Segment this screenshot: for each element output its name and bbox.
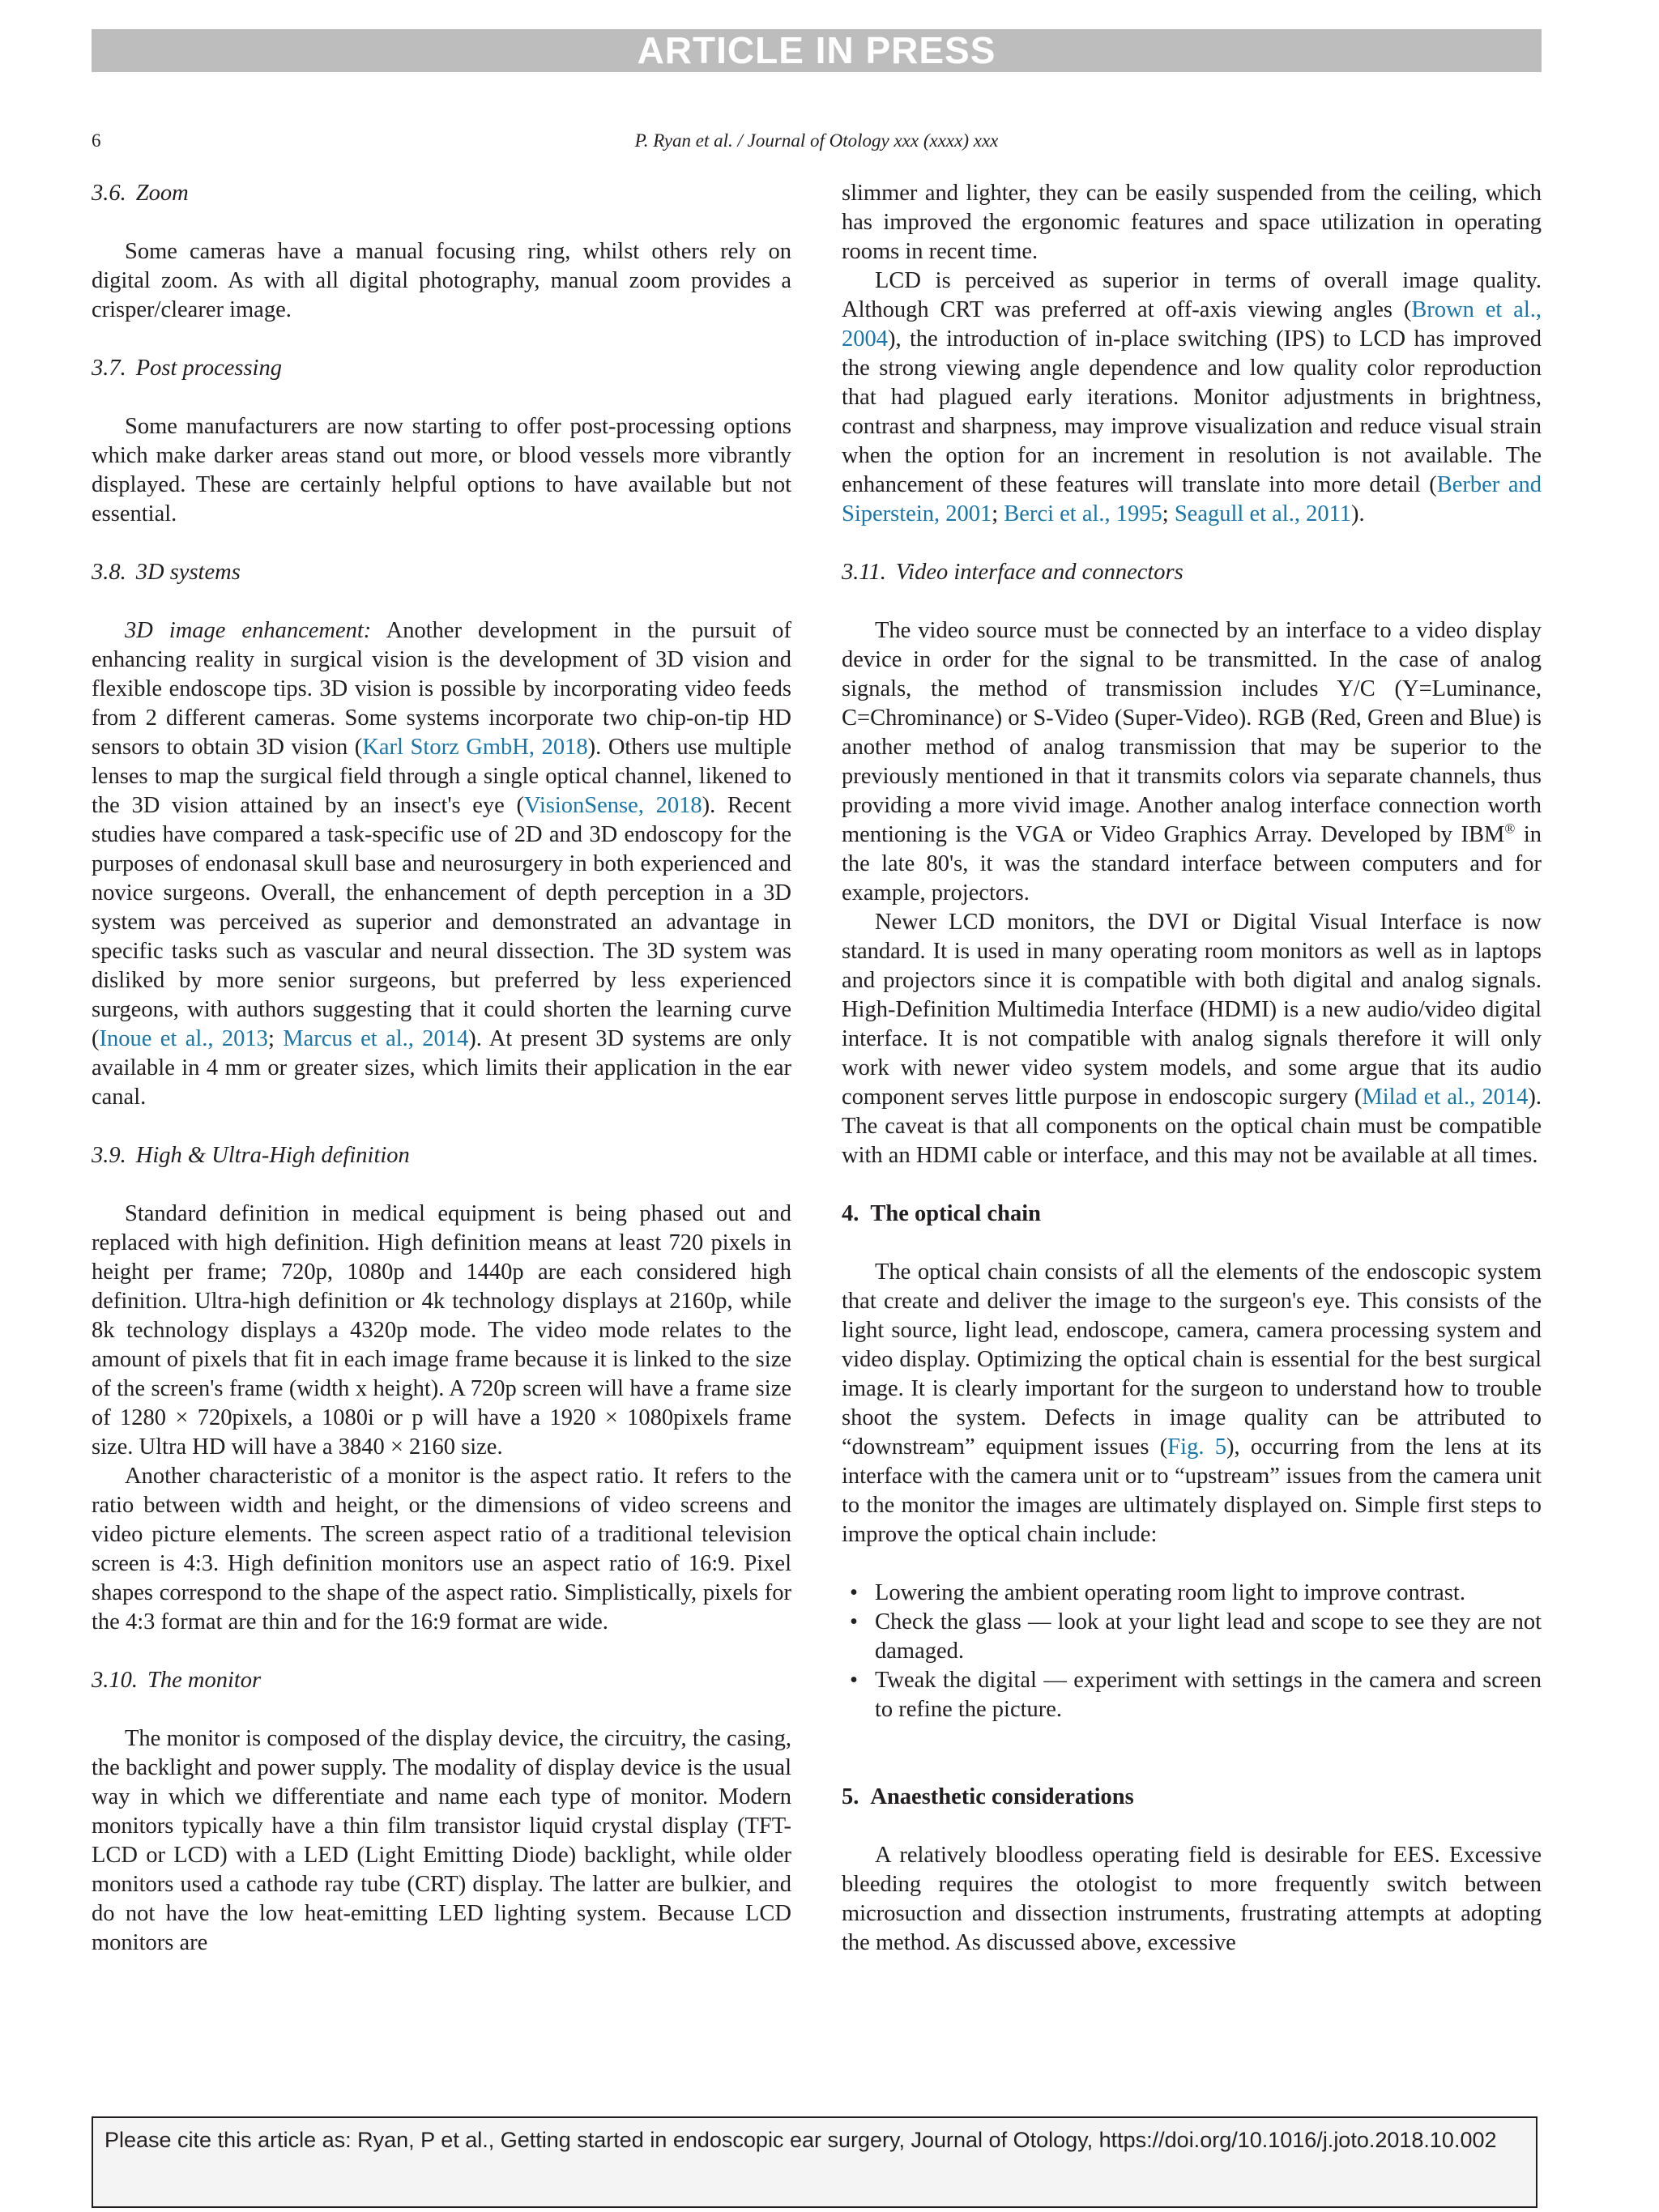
page-number: 6 xyxy=(92,130,101,151)
right-column xyxy=(842,179,1542,1958)
paragraph-high-definition: Standard definition in medical equipment is being phased out and replaced with high definition. High definition means at least 720 pixels in height per frame; 720p, 1080p and 1440p are each considered high definition. Ultra-high definition or 4k technology displays at 2160p, while 8k technology displays a 4320p mode. The video mode relates to the amount of pixels that fit in each image frame because it is linked to the size of the screen's frame (width x height). A 720p screen will have a frame size of 1280 × 720pixels, a 1080i or p will have a 1920 × 1080pixels frame size. Ultra HD will have a 3840 × 2160 size. xyxy=(92,1201,791,1460)
reference-link-milad[interactable]: Milad et al., 2014 xyxy=(1362,1085,1529,1110)
reference-link-seagull[interactable]: Seagull et al., 2011 xyxy=(1174,501,1352,526)
paragraph-post-processing: Some manufacturers are now starting to offer post-processing options which make darker areas stand out more, or blood vessels more vibrantly displayed. These are certainly helpful options to have available but not essential. xyxy=(92,414,791,526)
figure-link-fig5[interactable]: Fig. 5 xyxy=(1167,1434,1226,1460)
paragraph-monitor-continued: slimmer and lighter, they can be easily suspended from the ceiling, which has improved the ergonomic features and space utilization in operating rooms in recent time. xyxy=(842,181,1542,264)
paragraph-lcd: LCD is perceived as superior in terms of overall image quality. Although CRT was preferred at off-axis viewing angles (Brown et al., 2004), the introduction of in-place switching (IPS) to LCD has improved the strong viewing angle dependence and low quality color reproduction that had plagued early iterations. Monitor adjustments in brightness, contrast and sharpness, may improve visualization and reduce visual strain when the option for an increment in resolution is not available. The enhancement of these features will translate into more detail (Berber and Siperstein, 2001; Berci et al., 1995; Seagull et al., 2011). xyxy=(842,268,1542,526)
bullet-icon: • xyxy=(850,1668,858,1693)
paragraph-anaesthetic: A relatively bloodless operating field is desirable for EES. Excessive bleeding requires the otologist to more frequently switch between microsuction and dissection instruments, frustrating attempts at adopting the method. As discussed above, excessive xyxy=(842,1843,1542,1955)
paragraph-optical-chain: The optical chain consists of all the elements of the endoscopic system that create and deliver the image to the surgeon's eye. This consists of the light source, light lead, endoscope, camera, camera processing system and video display. Optimizing the optical chain is essential for the best surgical image. It is clearly important for the surgeon to understand how to trouble shoot the system. Defects in image quality can be attributed to “downstream” equipment issues (Fig. 5), occurring from the lens at its interface with the camera unit or to “upstream” issues from the camera unit to the monitor the images are ultimately displayed on. Simple first steps to improve the optical chain include: xyxy=(842,1259,1542,1547)
paragraph-zoom: Some cameras have a manual focusing ring, whilst others rely on digital zoom. As with all digital photography, manual zoom provides a crisper/clearer image. xyxy=(92,239,791,322)
reference-link-karl-storz[interactable]: Karl Storz GmbH, 2018 xyxy=(362,735,588,760)
section-heading-post-processing: 3.7. Post processing xyxy=(92,356,282,381)
bullet-icon: • xyxy=(850,1580,858,1605)
optical-chain-bullet-list xyxy=(842,1579,1542,1724)
section-heading-optical-chain: 4. The optical chain xyxy=(842,1201,1041,1226)
reference-link-marcus[interactable]: Marcus et al., 2014 xyxy=(283,1026,469,1051)
list-item: • Tweak the digital — experiment with settings in the camera and screen to refine the picture. xyxy=(850,1668,1542,1722)
article-in-press-banner: ARTICLE IN PRESS xyxy=(92,29,1542,72)
bullet-icon: • xyxy=(850,1609,858,1634)
section-heading-anaesthetic: 5. Anaesthetic considerations xyxy=(842,1784,1134,1809)
reference-link-visionsense[interactable]: VisionSense, 2018 xyxy=(524,793,702,818)
reference-link-brown[interactable]: Brown et al., 2004 xyxy=(842,297,1542,352)
section-heading-high-definition: 3.9. High & Ultra-High definition xyxy=(92,1143,410,1168)
paragraph-aspect-ratio: Another characteristic of a monitor is the aspect ratio. It refers to the ratio between width and height, or the dimensions of video screens and video picture elements. The screen aspect ratio of a traditional television screen is 4:3. High definition monitors use an aspect ratio of 16:9. Pixel shapes correspond to the shape of the aspect ratio. Simplistically, pixels for the 4:3 format are thin and for the 16:9 format are wide. xyxy=(92,1464,791,1634)
reference-link-berber[interactable]: Berber and Siperstein, 2001 xyxy=(842,472,1542,526)
paragraph-3d-systems: 3D image enhancement: Another development in the pursuit of enhancing reality in surgical vision is the development of 3D vision and flexible endoscope tips. 3D vision is possible by incorporating video feeds from 2 different cameras. Some systems incorporate two chip-on-tip HD sensors to obtain 3D vision (Karl Storz GmbH, 2018). Others use multiple lenses to map the surgical field through a single optical channel, likened to the 3D vision attained by an insect's eye (VisionSense, 2018). Recent studies have compared a task-specific use of 2D and 3D endoscopy for the purposes of endonasal skull base and neurosurgery in both experienced and novice surgeons. Overall, the enhancement of depth perception in a 3D system was perceived as superior and demonstrated an advantage in specific tasks such as vascular and neural dissection. The 3D system was disliked by more senior surgeons, but preferred by less experienced surgeons, with authors suggesting that it could shorten the learning curve (Inoue et al., 2013; Marcus et al., 2014). At present 3D systems are only available in 4 mm or greater sizes, which limits their application in the ear canal. xyxy=(92,618,791,1110)
paragraph-monitor: The monitor is composed of the display device, the circuitry, the casing, the backlight and power supply. The modality of display device is the usual way in which we differentiate and name each type of monitor. Modern monitors typically have a thin film transistor liquid crystal display (TFT-LCD or LCD) with a LED (Light Emitting Diode) backlight, while older monitors used a cathode ray tube (CRT) display. The latter are bulkier, and do not have the low heat-emitting LED lighting system. Because LCD monitors are xyxy=(92,1726,791,1955)
list-item: • Check the glass — look at your light lead and scope to see they are not damaged. xyxy=(850,1609,1542,1664)
reference-link-berci[interactable]: Berci et al., 1995 xyxy=(1004,501,1162,526)
citation-box: Please cite this article as: Ryan, P et al., Getting started in endoscopic ear surgery, Journal of Otology, https://doi.org/10.1016/j.joto.2018.10.002 xyxy=(92,2116,1537,2208)
left-column xyxy=(92,179,791,1958)
section-heading-monitor: 3.10. The monitor xyxy=(92,1668,262,1693)
section-heading-video-interface: 3.11. Video interface and connectors xyxy=(842,560,1183,585)
list-item: • Lowering the ambient operating room light to improve contrast. xyxy=(842,1579,1542,1608)
running-head-journal: P. Ryan et al. / Journal of Otology xxx (xxxx) xxx xyxy=(634,130,999,151)
section-heading-zoom: 3.6. Zoom xyxy=(92,181,189,206)
section-heading-3d-systems: 3.8. 3D systems xyxy=(92,560,241,585)
paragraph-dvi-hdmi: Newer LCD monitors, the DVI or Digital Visual Interface is now standard. It is used in many operating room monitors as well as in laptops and projectors since it is compatible with both digital and analog signals. High-Definition Multimedia Interface (HDMI) is a new audio/video digital interface. It is not compatible with analog signals therefore it will only work with newer video system models, and some argue that its audio component serves little purpose in endoscopic surgery (Milad et al., 2014). The caveat is that all components on the optical chain must be compatible with an HDMI cable or interface, and this may not be available at all times. xyxy=(842,910,1542,1168)
reference-link-inoue[interactable]: Inoue et al., 2013 xyxy=(99,1026,268,1051)
paragraph-video-interface: The video source must be connected by an interface to a video display device in order for the signal to be transmitted. In the case of analog signals, the method of transmission includes Y/C (Y=Luminance, C=Chrominance) or S-Video (Super-Video). RGB (Red, Green and Blue) is another method of analog transmission that may be superior to the previously mentioned in that it transmits colors via separate channels, thus providing a more vivid image. Another analog interface connection worth mentioning is the VGA or Video Graphics Array. Developed by IBM® in the late 80's, it was the standard interface between computers and for example, projectors. xyxy=(842,618,1542,906)
